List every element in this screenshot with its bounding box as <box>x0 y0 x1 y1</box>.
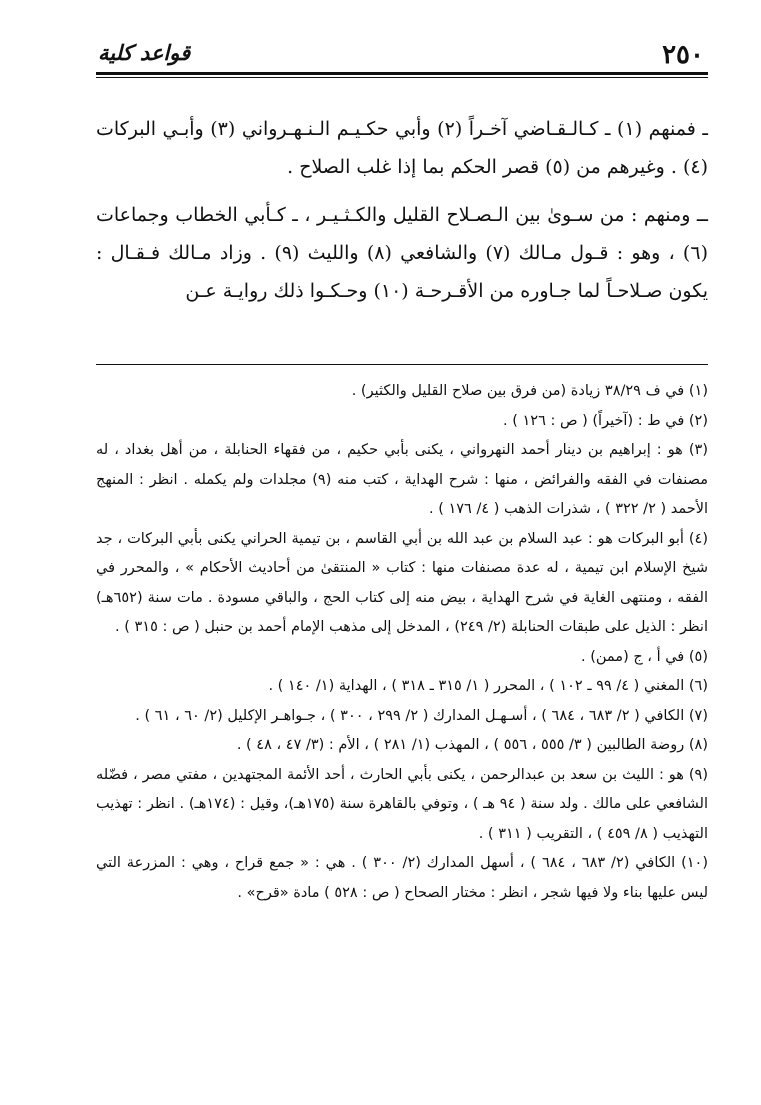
footnote-separator <box>96 364 708 365</box>
footnote-text: في ط : (آخيراً) ( ص : ١٢٦ ) . <box>503 412 685 429</box>
page-header <box>96 32 708 72</box>
page-number: ٢٥٠ <box>662 40 704 70</box>
body-paragraph: ـ فمنهم (١) ـ كـالـقـاضي آخـراً (٢) وأبي حكـيـم الـنـهـرواني (٣) وأبـي البركات (٤) . وغيرهم من (٥) قصر الحكم بما إذا غلب الصلاح . <box>96 118 708 178</box>
footnote-item <box>96 761 708 850</box>
body-paragraph: ــ ومنهم : من سـوىٰ بين الـصـلاح القليل والكـثـيـر ، ـ كـأبي الخطاب وجماعات (٦) ، وهو : قـول مـالك (٧) والشافعي (٨) والليث (٩) . وزاد مـالك فـقـال : يكون صـلاحـاً لما جـاوره من الأقـرحـة (١٠) وحـكـوا ذلك روايـة عـن <box>96 204 708 302</box>
footnote-item <box>96 407 708 437</box>
footnote-text: هو : إبراهيم بن دينار أحمد النهرواني ، يكنى بأبي حكيم ، من فقهاء الحنابلة ، من أهل بغداد ، له مصنفات في الفقه والفرائض ، منها : شرح الهداية ، كتب منه (٩) مجلدات ولم يكمله . انظر : المنهج الأحمد ( ٢/ ٣٢٢ ) ، شذرات الذهب ( ٤/ ١٧٦ ) . <box>96 442 708 517</box>
footnote-text: في ف ٣٨/٢٩ زيادة (من فرق بين صلاح القليل والكثير) . <box>351 383 685 399</box>
footnote-number: (١) <box>688 383 708 399</box>
footnote-text: الكافي (٢/ ٦٨٣ ، ٦٨٤ ) ، أسهل المدارك (٢/ ٣٠٠ ) . هي : « جمع قراح ، وهي : المزرعة التي ليس عليها بناء ولا فيها شجر ، انظر : مختار الصحاح ( ص : ٥٢٨ ) مادة «قرح» . <box>96 855 708 901</box>
footnote-text: المغني ( ٤/ ٩٩ ـ ١٠٢ ) ، المحرر ( ١/ ٣١٥ ـ ٣١٨ ) ، الهداية (١/ ١٤٠ ) . <box>268 678 685 694</box>
footnote-item <box>96 436 708 525</box>
footnote-text: هو : الليث بن سعد بن عبدالرحمن ، يكنى بأبي الحارث ، أحد الأئمة المجتهدين ، مفتي مصر ، فضّله الشافعي على مالك . ولد سنة ( ٩٤ هـ ) ، وتوفي بالقاهرة سنة (١٧٥هـ)، وقيل : (١٧٤هـ) . انظر : تهذيب التهذيب ( ٨/ ٤٥٩ ) ، التقريب ( ٣١١ ) . <box>96 766 708 842</box>
footnote-text: روضة الطالبين ( ٣/ ٥٥٥ ، ٥٥٦ ) ، المهذب (١/ ٢٨١ ) ، الأم : (٣/ ٤٧ ، ٤٨ ) . <box>236 737 685 753</box>
footnote-text: في أ ، ج (ممن) . <box>581 648 685 665</box>
footnote-number: (٧) <box>688 707 708 724</box>
header-rule <box>96 72 708 75</box>
footnote-text: أبو البركات هو : عبد السلام بن عبد الله بن أبي القاسم ، بن تيمية الحراني يكنى بأبي البركات ، جد شيخ الإسلام ابن تيمية ، له عدة مصنفات منها : كتاب « المنتقىٰ من أحاديث الأحكام » ، والمحرر في الفقه ، ومنتهى الغاية في شرح الهداية ، بيض منه إلى كتاب الحج ، والباقي مسودة . مات سنة (٦٥٢هـ) انظر : الذيل على طبقات الحنابلة (٢/ ٢٤٩) ، المدخل إلى مذهب الإمام أحمد بن حنبل ( ص : ٣١٥ ) . <box>96 530 708 635</box>
footnote-item <box>96 731 708 761</box>
footnotes <box>96 377 708 908</box>
footnote-text: الكافي ( ٢/ ٦٨٣ ، ٦٨٤ ) ، أسـهـل المدارك ( ٢/ ٢٩٩ ، ٣٠٠ ) ، جـواهـر الإكليل (٢/ ٦٠ ، ٦١ ) . <box>135 707 685 724</box>
footnote-item <box>96 849 708 908</box>
footnote-number: (١٠) <box>681 855 708 871</box>
footnote-item <box>96 377 708 407</box>
main-text <box>96 110 708 320</box>
footnote-number: (٩) <box>688 766 709 783</box>
footnote-number: (٣) <box>688 442 708 458</box>
footnote-number: (٥) <box>688 648 708 665</box>
footnote-item <box>96 672 708 702</box>
footnote-item <box>96 643 708 673</box>
running-title: قواعد كلية <box>98 40 191 65</box>
footnote-item <box>96 525 708 643</box>
footnote-number: (٤) <box>688 530 708 547</box>
header-rule-thin <box>96 77 708 78</box>
footnote-number: (٢) <box>688 412 708 429</box>
footnote-number: (٦) <box>688 678 708 694</box>
book-page <box>96 32 708 1082</box>
footnote-number: (٨) <box>688 737 708 753</box>
footnote-item <box>96 702 708 732</box>
